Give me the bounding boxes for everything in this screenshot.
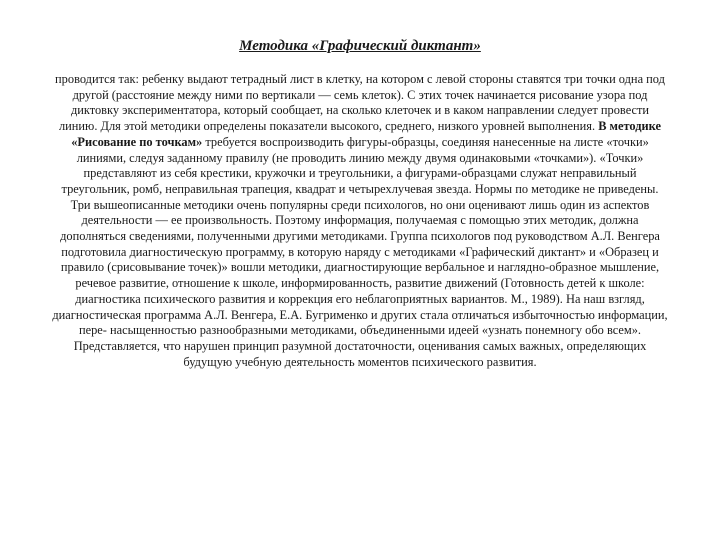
paragraph-part-1: проводится так: ребенку выдают тетрадный лист в клетку, на котором с левой стороны ставятся три точки одна под другой (расстояние между ними по вертикали — семь клеток). С этих точек начинается рисование узора под диктовку экспериментатора, который сообщает, на сколько клеточек и в каком направлении следует провести линию. Для этой методики определены показатели высокого, среднего, низкого уровней выполнения.	[55, 72, 665, 134]
slide-title: Методика «Графический диктант»	[239, 38, 481, 54]
bold-method-phrase: В методике «Рисование по точкам»	[71, 119, 661, 149]
paragraph-part-2: требуется воспроизводить фигуры-образцы, соединяя нанесенные на листе «точки» линиями, следуя заданному правилу (не проводить линию между двумя одинаковыми «точками»). «Точки» представляют из себя крестики, кружочки и треугольники, а фигурами-образцами служат неправильный треугольник, ромб, неправильная трапеция, квадрат и четырехлучевая звезда. Нормы по методике не приведены. Три вышеописанные методики очень популярны среди психологов, но они оценивают лишь один из аспектов деятельности — ее произвольность. Поэтому информация, получаемая с помощью этих методик, должна дополняться сведениями, полученными другими методиками. Группа психологов под руководством А.Л. Венгера подготовила диагностическую программу, в которую наряду с методиками «Графический диктант» и «Образец и правило (срисовывание точек)» вошли методики, диагностирующие вербальное и наглядно-образное мышление, речевое развитие, отношение к школе, информированность, развитие движений (Готовность детей к школе: диагностика психического развития и коррекция его неблагоприятных вариантов. М., 1989). На наш взгляд, диагностическая программа А.Л. Венгера, Е.А. Бугрименко и других стала отличаться избыточностью информации, пере- насыщенностью разнообразными методиками, объединенными идеей «узнать понемногу обо всем». Представляется, что нарушен принцип разумной достаточности, оценивания самых важных, определяющих будущую учебную деятельность моментов психического развития.	[52, 134, 668, 369]
body-text	[52, 72, 668, 370]
